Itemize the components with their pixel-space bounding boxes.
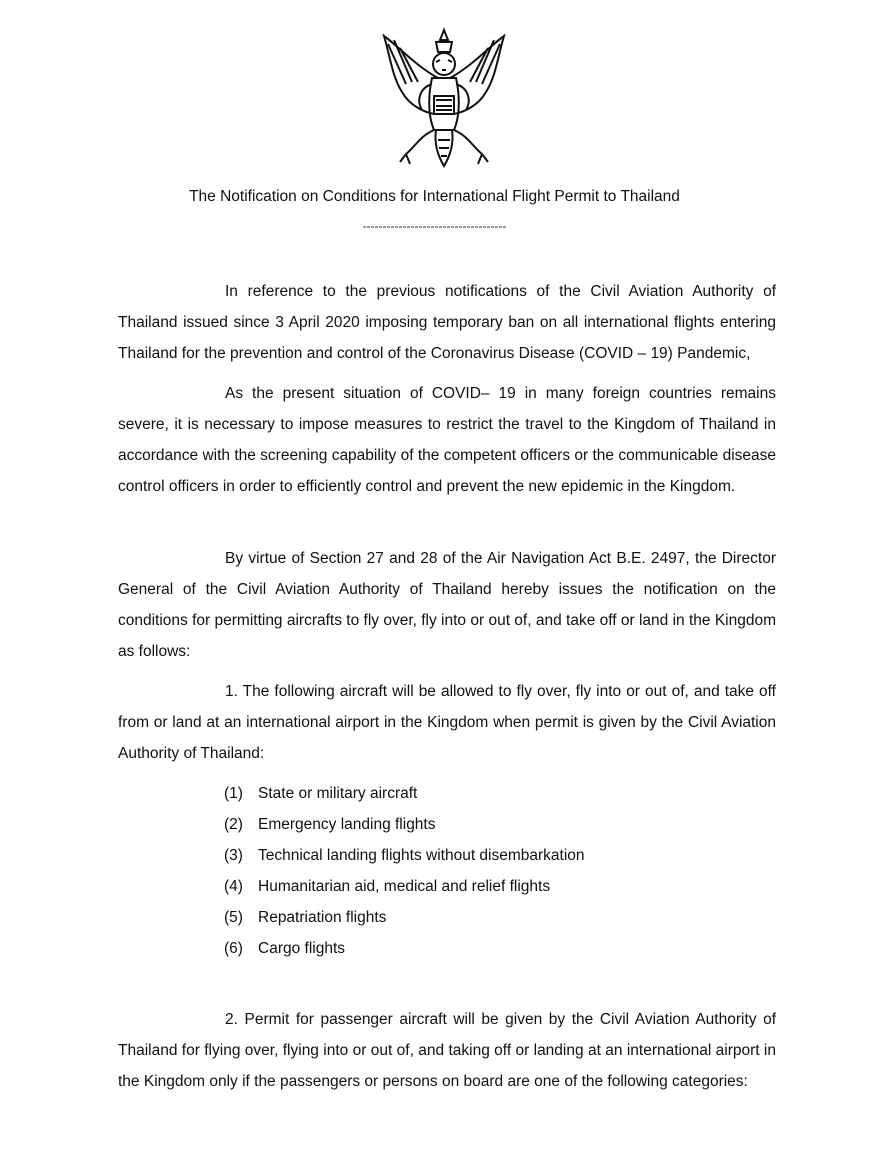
- paragraph-reference: In reference to the previous notifications of the Civil Aviation Authority of Thailand issued since 3 April 2020 imposing temporary ban on all international flights entering Thailand for the prevention and control of the Coronavirus Disease (COVID – 19) Pandemic,: [118, 283, 776, 362]
- list-item: (5) Repatriation flights: [224, 909, 387, 926]
- paragraph-item-1: 1. The following aircraft will be allowed to fly over, fly into or out of, and take off from or land at an international airport in the Kingdom when permit is given by the Civil Aviation Authority of Thailand:: [118, 683, 776, 762]
- list-item: (1) State or military aircraft: [224, 785, 418, 802]
- list-item: (4) Humanitarian aid, medical and relief flights: [224, 878, 551, 895]
- aircraft-list: [224, 778, 585, 964]
- document-title: The Notification on Conditions for International Flight Permit to Thailand: [189, 188, 680, 205]
- list-item: (6) Cargo flights: [224, 940, 346, 957]
- garuda-emblem-icon: [376, 26, 512, 176]
- paragraph-item-2: 2. Permit for passenger aircraft will be given by the Civil Aviation Authority of Thailand for flying over, flying into or out of, and taking off or landing at an international airport in the Kingdom only if the passengers or persons on board are one of the following categories:: [118, 1011, 776, 1090]
- title-separator: ------------------------------------: [362, 219, 507, 233]
- list-item: (2) Emergency landing flights: [224, 816, 436, 833]
- list-item: (3) Technical landing flights without disembarkation: [224, 847, 585, 864]
- paragraph-situation: As the present situation of COVID– 19 in many foreign countries remains severe, it is necessary to impose measures to restrict the travel to the Kingdom of Thailand in accordance with the screening capability of the competent officers or the communicable disease control officers in order to efficiently control and prevent the new epidemic in the Kingdom.: [118, 385, 776, 495]
- paragraph-authority: By virtue of Section 27 and 28 of the Air Navigation Act B.E. 2497, the Director General of the Civil Aviation Authority of Thailand hereby issues the notification on the conditions for permitting aircrafts to fly over, fly into or out of, and take off or land in the Kingdom as follows:: [118, 550, 776, 660]
